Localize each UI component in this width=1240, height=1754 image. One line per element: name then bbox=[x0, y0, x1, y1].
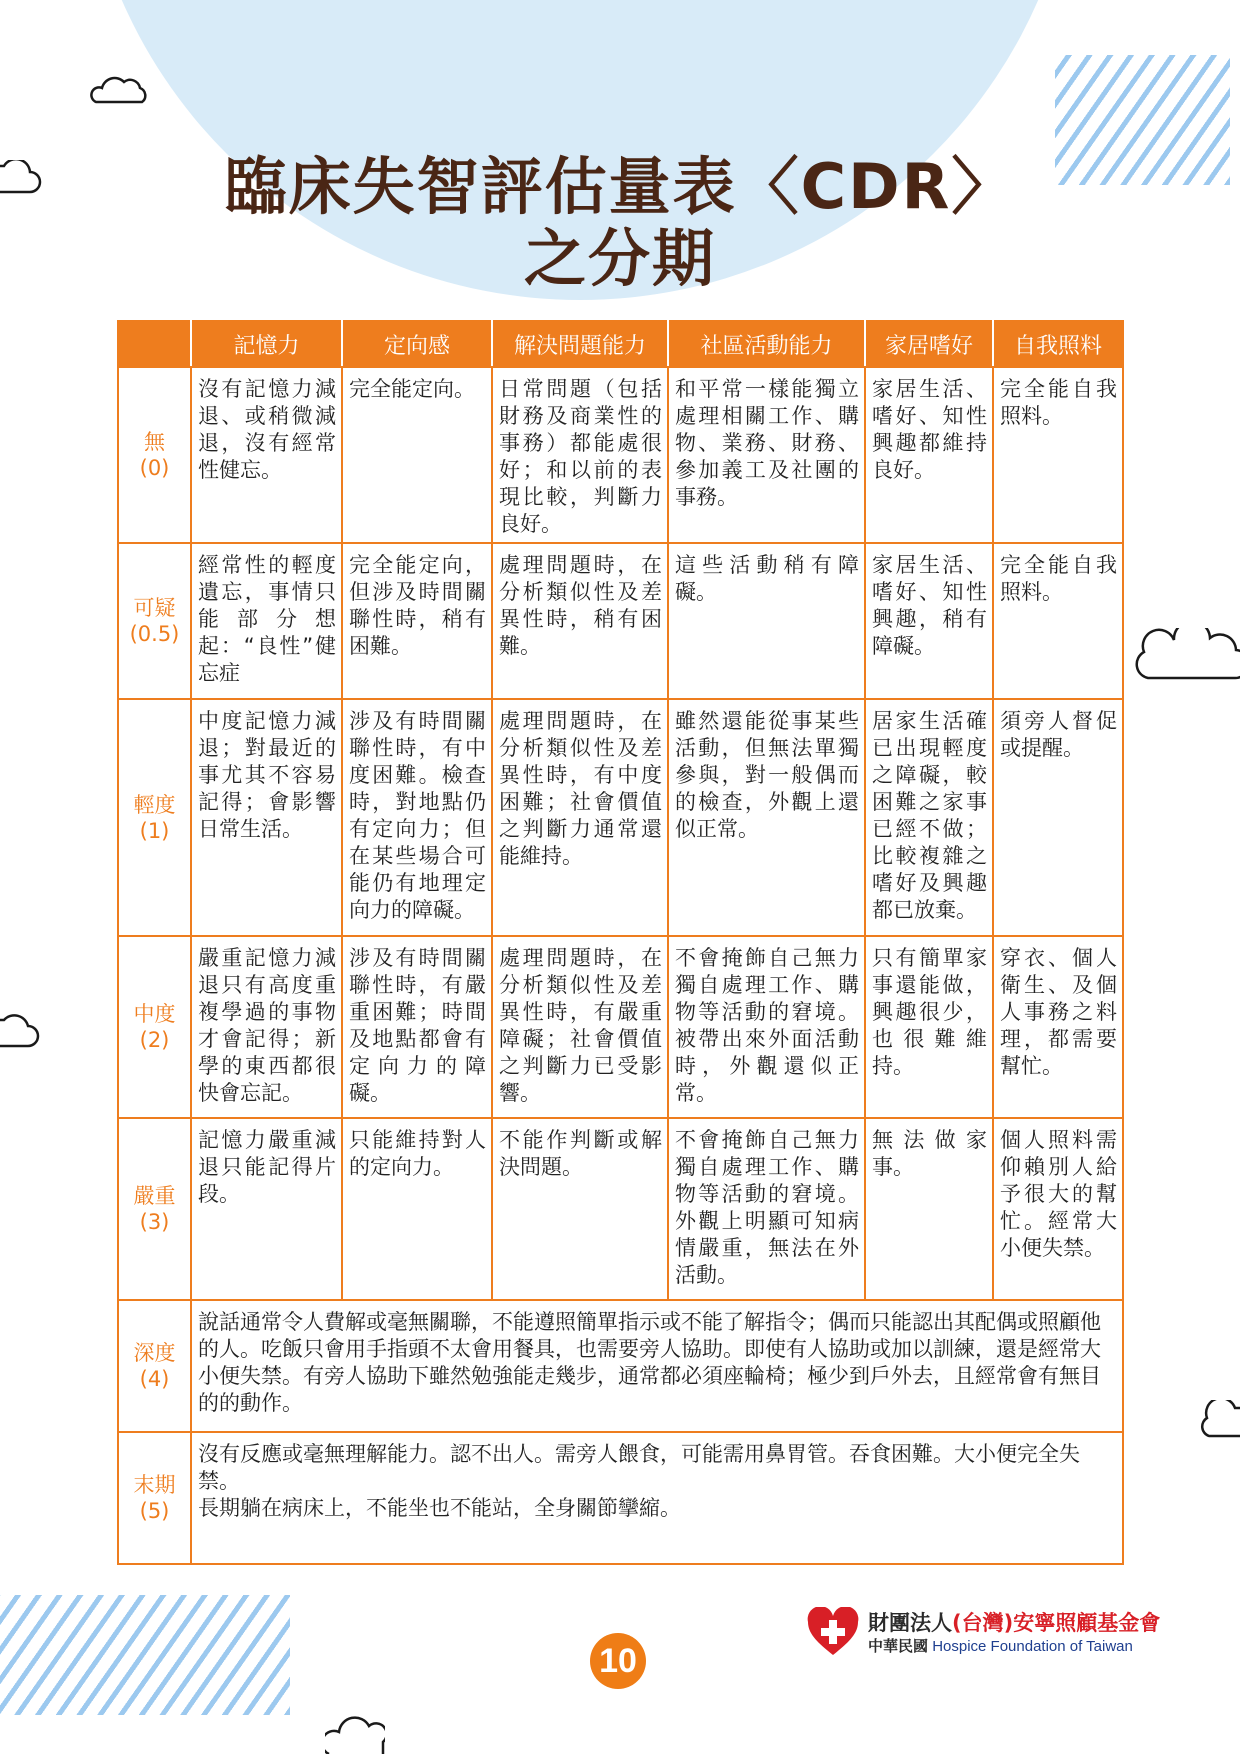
header-problem-solving: 解決問題能力 bbox=[492, 321, 668, 367]
table-cell: 嚴重記憶力減退只有高度重複學過的事物才會記得；新學的東西都很快會忘記。 bbox=[191, 936, 342, 1118]
table-cell: 家居生活、嗜好、知性興趣都維持良好。 bbox=[865, 367, 993, 543]
stage-label: 輕度 (1) bbox=[118, 699, 191, 936]
foundation-logo bbox=[806, 1605, 1166, 1661]
page-number: 10 bbox=[590, 1633, 646, 1689]
foundation-name: 財團法人(台灣)安寧照顧基金會 bbox=[868, 1611, 1161, 1635]
table-cell: 處理問題時，在分析類似性及差異性時，有嚴重障礙；社會價值之判斷力已受影響。 bbox=[492, 936, 668, 1118]
table-cell: 只有簡單家事還能做，興趣很少，也很難維持。 bbox=[865, 936, 993, 1118]
header-community-affairs: 社區活動能力 bbox=[668, 321, 865, 367]
table-cell: 和平常一樣能獨立處理相關工作、購物、業務、財務、參加義工及社團的事務。 bbox=[668, 367, 865, 543]
table-row-stage-2 bbox=[118, 936, 1123, 1118]
table-cell: 穿衣、個人衛生、及個人事務之料理，都需要幫忙。 bbox=[993, 936, 1123, 1118]
table-cell: 這些活動稍有障礙。 bbox=[668, 543, 865, 699]
header-memory: 記憶力 bbox=[191, 321, 342, 367]
table-cell: 完全能自我照料。 bbox=[993, 543, 1123, 699]
table-header-row bbox=[118, 321, 1123, 367]
table-wide-cell: 沒有反應或毫無理解能力。認不出人。需旁人餵食，可能需用鼻胃管。吞食困難。大小便完全失禁。 長期躺在病床上，不能坐也不能站，全身關節攣縮。 bbox=[191, 1432, 1123, 1564]
header-home-hobbies: 家居嗜好 bbox=[865, 321, 993, 367]
table-cell: 雖然還能從事某些活動，但無法單獨參與，對一般偶而的檢查，外觀上還似正常。 bbox=[668, 699, 865, 936]
table-cell: 居家生活確已出現輕度之障礙，較困難之家事已經不做；比較複雜之嗜好及興趣都已放棄。 bbox=[865, 699, 993, 936]
stage-label: 深度 (4) bbox=[118, 1300, 191, 1432]
table-cell: 不會掩飾自己無力獨自處理工作、購物等活動的窘境。外觀上明顯可知病情嚴重，無法在外活動。 bbox=[668, 1118, 865, 1300]
table-cell: 經常性的輕度遺忘，事情只能部分想起：“良性”健忘症 bbox=[191, 543, 342, 699]
stage-label: 嚴重 (3) bbox=[118, 1118, 191, 1300]
stage-label: 可疑 (0.5) bbox=[118, 543, 191, 699]
heart-cross-icon bbox=[806, 1607, 860, 1657]
cloud-icon bbox=[90, 72, 148, 106]
table-cell: 中度記憶力減退；對最近的事尤其不容易記得；會影響日常生活。 bbox=[191, 699, 342, 936]
page-subtitle: 之分期 bbox=[523, 222, 716, 295]
table-cell: 無法做家事。 bbox=[865, 1118, 993, 1300]
table-cell: 涉及有時間關聯性時，有嚴重困難；時間及地點都會有定向力的障礙。 bbox=[342, 936, 492, 1118]
table-cell: 家居生活、嗜好、知性興趣，稍有障礙。 bbox=[865, 543, 993, 699]
table-cell: 處理問題時，在分析類似性及差異性時，有中度困難；社會價值之判斷力通常還能維持。 bbox=[492, 699, 668, 936]
stage-label: 無 (0) bbox=[118, 367, 191, 543]
cloud-icon bbox=[1195, 1400, 1240, 1440]
table-row-stage-4 bbox=[118, 1300, 1123, 1432]
header-orientation: 定向感 bbox=[342, 321, 492, 367]
table-cell: 不會掩飾自己無力獨自處理工作、購物等活動的窘境。被帶出來外面活動時，外觀還似正常。 bbox=[668, 936, 865, 1118]
table-cell: 完全能自我照料。 bbox=[993, 367, 1123, 543]
table-cell: 記憶力嚴重減退只能記得片段。 bbox=[191, 1118, 342, 1300]
header-personal-care: 自我照料 bbox=[993, 321, 1123, 367]
table-cell: 只能維持對人的定向力。 bbox=[342, 1118, 492, 1300]
stage-label: 中度 (2) bbox=[118, 936, 191, 1118]
table-cell: 完全能定向。 bbox=[342, 367, 492, 543]
table-row-stage-1 bbox=[118, 699, 1123, 936]
decorative-stripes-bottom-left bbox=[0, 1595, 290, 1715]
table-cell: 沒有記憶力減退、或稍微減退，沒有經常性健忘。 bbox=[191, 367, 342, 543]
table-row-stage-0 bbox=[118, 367, 1123, 543]
table-row-stage-3 bbox=[118, 1118, 1123, 1300]
stage-label: 末期 (5) bbox=[118, 1432, 191, 1564]
table-cell: 須旁人督促或提醒。 bbox=[993, 699, 1123, 936]
cloud-icon bbox=[1118, 628, 1240, 682]
table-wide-cell: 說話通常令人費解或毫無關聯，不能遵照簡單指示或不能了解指令；偶而只能認出其配偶或照顧他的人。吃飯只會用手指頭不太會用餐具，也需要旁人協助。即使有人協助或加以訓練，還是經常大小便失禁。有旁人協助下雖然勉強能走幾步，通常都必須座輪椅；極少到戶外去，且經常會有無目的的動作。 bbox=[191, 1300, 1123, 1432]
cloud-icon bbox=[325, 1708, 385, 1754]
table-row-stage-5 bbox=[118, 1432, 1123, 1564]
table-cell: 日常問題（包括財務及商業性的事務）都能處很好；和以前的表現比較，判斷力良好。 bbox=[492, 367, 668, 543]
table-cell: 完全能定向，但涉及時間關聯性時，稍有困難。 bbox=[342, 543, 492, 699]
table-row-stage-0-5 bbox=[118, 543, 1123, 699]
table-cell: 涉及有時間關聯性時，有中度困難。檢查時，對地點仍有定向力；但在某些場合可能仍有地理定向力的障礙。 bbox=[342, 699, 492, 936]
foundation-subtitle: 中華民國 Hospice Foundation of Taiwan bbox=[868, 1637, 1133, 1655]
table-cell: 個人照料需仰賴別人給予很大的幫忙。經常大小便失禁。 bbox=[993, 1118, 1123, 1300]
page-title: 臨床失智評估量表〈CDR〉 bbox=[224, 150, 1016, 223]
header-corner bbox=[118, 321, 191, 367]
table-cell: 處理問題時，在分析類似性及差異性時，稍有困難。 bbox=[492, 543, 668, 699]
table-cell: 不能作判斷或解決問題。 bbox=[492, 1118, 668, 1300]
cloud-icon bbox=[0, 1014, 42, 1050]
cdr-staging-table bbox=[117, 320, 1124, 1565]
